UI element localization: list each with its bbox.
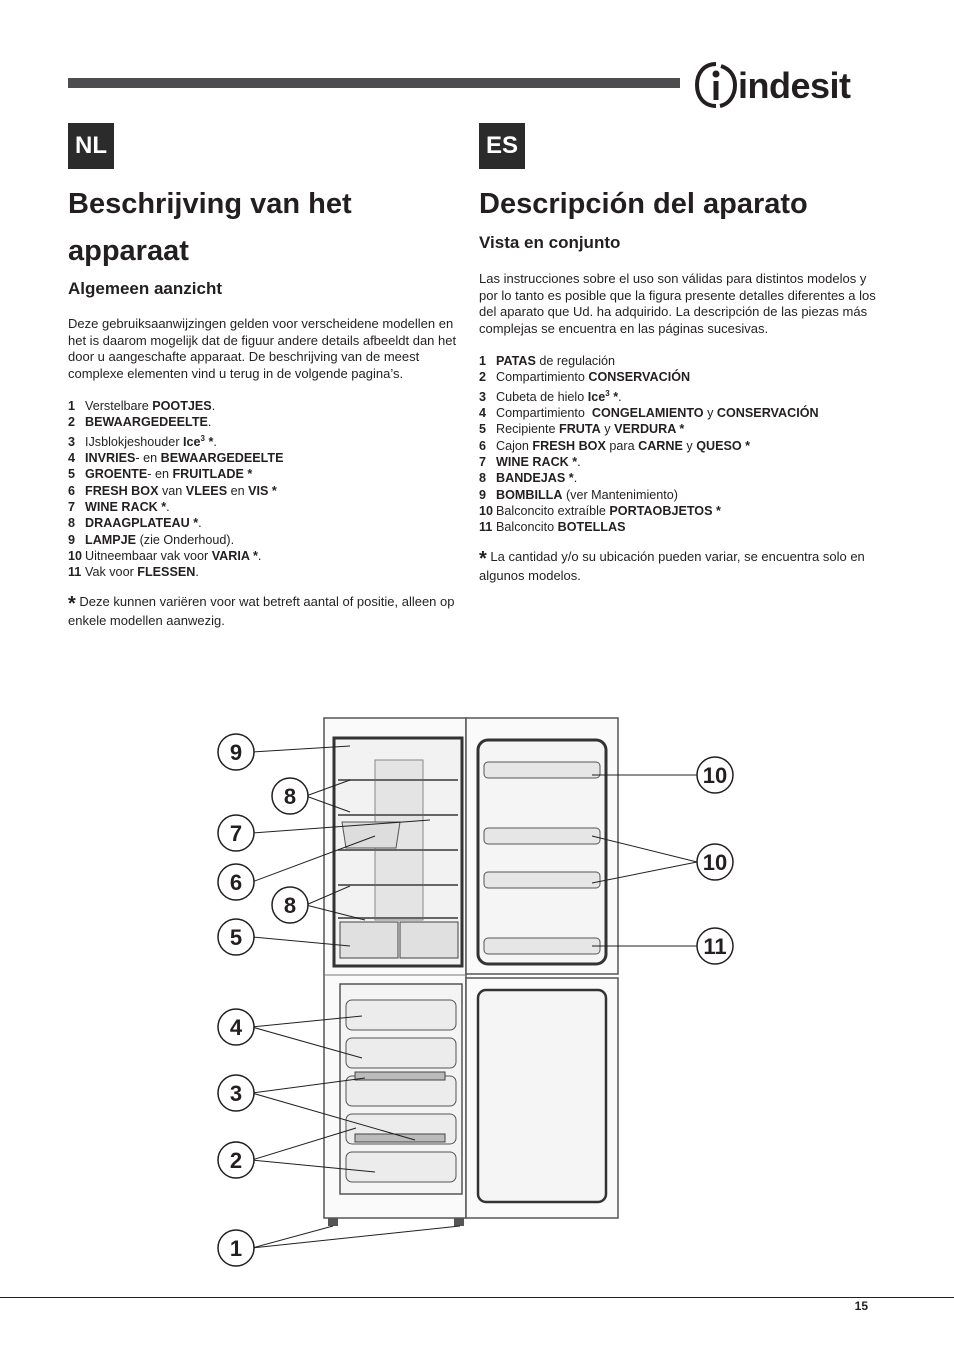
nl-title-line1: Beschrijving van het bbox=[68, 188, 352, 220]
header-rule bbox=[68, 78, 680, 88]
callout-4 bbox=[218, 1009, 254, 1045]
item-text: DRAAGPLATEAU *. bbox=[85, 516, 202, 531]
nl-footnote bbox=[68, 594, 460, 629]
nl-subtitle: Algemeen aanzicht bbox=[68, 279, 222, 298]
item-number: 7 bbox=[68, 499, 76, 514]
nl-item-6 bbox=[68, 483, 460, 499]
item-number: 4 bbox=[479, 406, 487, 421]
svg-text:9: 9 bbox=[229, 740, 243, 765]
svg-text:8: 8 bbox=[283, 893, 297, 918]
item-text: Cubeta de hielo Ice$^3$ *. bbox=[496, 388, 622, 404]
es-footnote-star: * bbox=[479, 548, 487, 571]
nl-column bbox=[68, 181, 460, 629]
nl-footnote-star: * bbox=[68, 593, 76, 616]
item-number: 10 bbox=[68, 548, 83, 563]
es-item-6 bbox=[479, 438, 879, 454]
item-text: Balconcito extraíble PORTAOBJETOS * bbox=[496, 503, 721, 518]
callout-3 bbox=[218, 1075, 254, 1111]
item-text: Vak voor FLESSEN. bbox=[85, 565, 199, 580]
es-item-10 bbox=[479, 503, 879, 519]
nl-intro: Deze gebruiksaanwijzingen gelden voor verscheidene modellen en het is daarom mogelijk dat de figuur andere details afbeeldt dan het door u aangeschafte apparaat. De beschrijving van de meest complexe elementen vind u terug in de volgende pagina’s. bbox=[68, 316, 457, 381]
es-item-4 bbox=[479, 405, 879, 421]
item-number: 5 bbox=[68, 467, 76, 482]
item-text: Verstelbare POOTJES. bbox=[85, 399, 216, 413]
fridge-diagram bbox=[200, 700, 760, 1280]
item-text: BEWAARGEDEELTE. bbox=[85, 415, 212, 430]
item-number: 2 bbox=[68, 415, 76, 430]
svg-text:2: 2 bbox=[229, 1148, 243, 1173]
item-text: INVRIES- en BEWAARGEDEELTE bbox=[85, 451, 284, 466]
nl-item-9 bbox=[68, 532, 460, 548]
es-item-8 bbox=[479, 470, 879, 486]
item-number: 8 bbox=[479, 471, 487, 486]
item-text: Cajon FRESH BOX para CARNE y QUESO * bbox=[496, 438, 751, 453]
svg-text:11: 11 bbox=[703, 934, 727, 959]
svg-text:10: 10 bbox=[702, 763, 728, 788]
callout-1 bbox=[218, 1230, 254, 1266]
callout-10 bbox=[697, 757, 733, 793]
es-item-2 bbox=[479, 369, 879, 385]
callout-11 bbox=[697, 928, 733, 964]
es-subtitle: Vista en conjunto bbox=[479, 233, 621, 252]
item-number: 7 bbox=[479, 454, 487, 469]
nl-footnote-text: Deze kunnen variëren voor wat betreft aantal of positie, alleen op enkele modellen aanwezig. bbox=[68, 594, 455, 628]
brand-name: indesit bbox=[738, 65, 851, 106]
nl-item-10 bbox=[68, 548, 460, 564]
svg-text:7: 7 bbox=[229, 821, 243, 846]
nl-item-5 bbox=[68, 466, 460, 482]
item-number: 4 bbox=[68, 451, 76, 466]
item-text: Compartimiento CONSERVACIÓN bbox=[496, 370, 691, 385]
callout-9 bbox=[218, 734, 254, 770]
svg-text:4: 4 bbox=[229, 1015, 243, 1040]
nl-item-1 bbox=[68, 398, 460, 414]
svg-text:10: 10 bbox=[702, 850, 728, 875]
nl-item-11 bbox=[68, 564, 460, 580]
item-text: WINE RACK *. bbox=[496, 454, 581, 469]
indesit-logo-icon bbox=[694, 60, 738, 110]
item-text: Recipiente FRUTA y VERDURA * bbox=[496, 422, 685, 437]
callout-8 bbox=[272, 778, 308, 814]
callout-5 bbox=[218, 919, 254, 955]
svg-text:6: 6 bbox=[229, 870, 243, 895]
item-text: GROENTE- en FRUITLADE * bbox=[85, 467, 253, 482]
item-number: 9 bbox=[68, 532, 76, 547]
callout-8 bbox=[272, 887, 308, 923]
item-number: 6 bbox=[479, 438, 487, 453]
es-item-11 bbox=[479, 519, 879, 535]
es-intro: Las instrucciones sobre el uso son válidas para distintos modelos y por lo tanto es posible que la figura presente detalles diferentes a los del aparato que Ud. ha adquirido. La descripción de las piezas más complejas se encuentra en las páginas sucesivas. bbox=[479, 271, 876, 336]
nl-item-7 bbox=[68, 499, 460, 515]
nl-item-list bbox=[68, 398, 460, 580]
es-column bbox=[479, 181, 879, 584]
language-badge-es: ES bbox=[479, 123, 525, 169]
item-text: Uitneembaar vak voor VARIA *. bbox=[85, 548, 262, 563]
callout-10 bbox=[697, 844, 733, 880]
callout-7 bbox=[218, 815, 254, 851]
language-badge-nl: NL bbox=[68, 123, 114, 169]
footer-rule bbox=[0, 1297, 954, 1298]
svg-text:5: 5 bbox=[229, 925, 243, 950]
es-item-5 bbox=[479, 421, 879, 437]
es-item-3 bbox=[479, 386, 879, 405]
item-number: 10 bbox=[479, 503, 494, 518]
item-text: PATAS de regulación bbox=[496, 354, 616, 368]
svg-text:1: 1 bbox=[229, 1236, 243, 1261]
item-number: 1 bbox=[479, 354, 487, 368]
item-text: IJsblokjeshouder Ice$^3$ *. bbox=[85, 433, 217, 449]
es-footnote bbox=[479, 549, 879, 584]
svg-text:3: 3 bbox=[229, 1081, 243, 1106]
nl-title-line2: apparaat bbox=[68, 235, 189, 267]
callout-2 bbox=[218, 1142, 254, 1178]
item-text: FRESH BOX van VLEES en VIS * bbox=[85, 483, 277, 498]
nl-item-3 bbox=[68, 431, 460, 450]
es-item-list bbox=[479, 353, 879, 535]
callout-6 bbox=[218, 864, 254, 900]
item-number: 9 bbox=[479, 487, 487, 502]
item-text: LAMPJE (zie Onderhoud). bbox=[85, 532, 235, 547]
nl-item-2 bbox=[68, 414, 460, 430]
item-text: Balconcito BOTELLAS bbox=[496, 520, 626, 535]
item-number: 6 bbox=[68, 483, 76, 498]
item-number: 3 bbox=[68, 434, 76, 449]
es-footnote-text: La cantidad y/o su ubicación pueden variar, se encuentra solo en algunos modelos. bbox=[479, 549, 865, 583]
item-text: WINE RACK *. bbox=[85, 499, 170, 514]
item-number: 1 bbox=[68, 399, 76, 413]
item-number: 11 bbox=[479, 520, 493, 535]
item-text: BOMBILLA (ver Mantenimiento) bbox=[496, 487, 678, 502]
item-text: Compartimiento CONGELAMIENTO y CONSERVACIÓN bbox=[496, 406, 819, 421]
item-number: 3 bbox=[479, 389, 487, 404]
item-number: 5 bbox=[479, 422, 487, 437]
item-text: BANDEJAS *. bbox=[496, 471, 578, 486]
es-item-7 bbox=[479, 454, 879, 470]
nl-item-4 bbox=[68, 450, 460, 466]
es-title: Descripción del aparato bbox=[479, 188, 808, 220]
page-number: 15 bbox=[854, 1299, 868, 1313]
nl-item-8 bbox=[68, 515, 460, 531]
item-number: 2 bbox=[479, 370, 487, 385]
item-number: 11 bbox=[68, 565, 82, 580]
brand-logo bbox=[694, 60, 872, 110]
fridge-illustration bbox=[200, 700, 760, 1280]
es-item-1 bbox=[479, 353, 879, 369]
es-item-9 bbox=[479, 487, 879, 503]
item-number: 8 bbox=[68, 516, 76, 531]
svg-text:8: 8 bbox=[283, 784, 297, 809]
